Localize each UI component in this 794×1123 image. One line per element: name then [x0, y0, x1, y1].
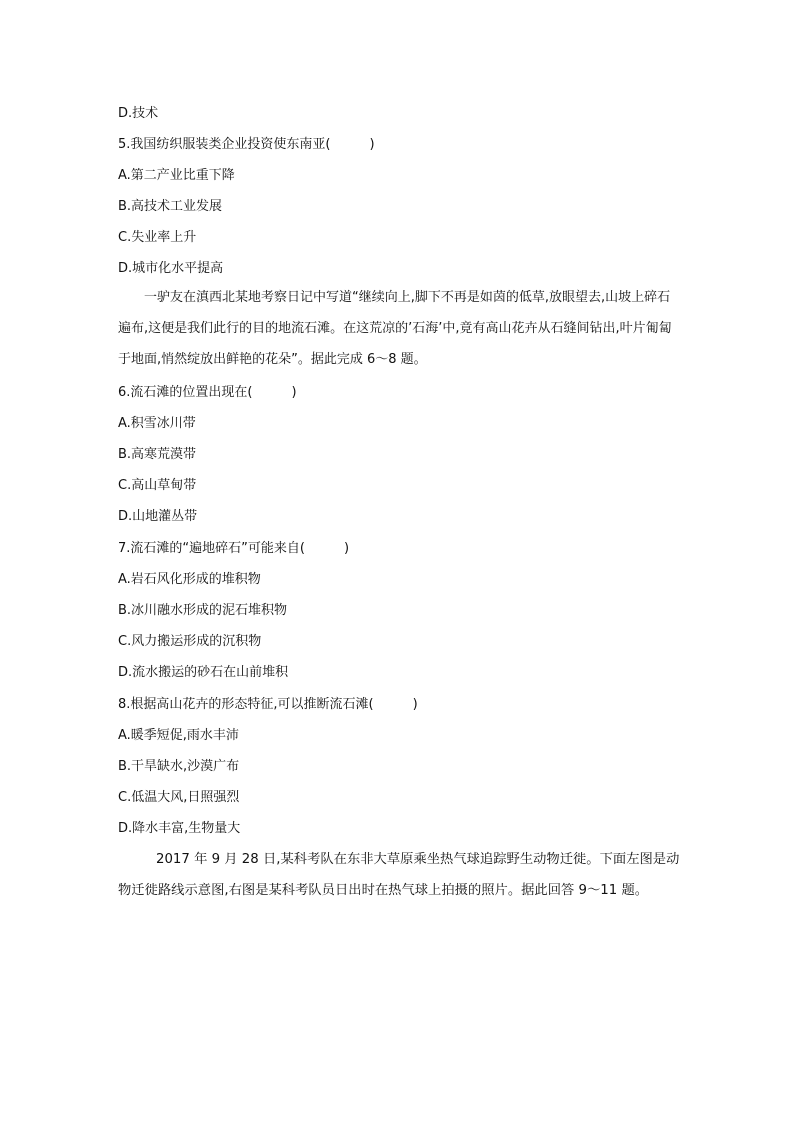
option-5a: A.第二产业比重下降: [118, 168, 235, 183]
question-6: 6.流石滩的位置出现在( ): [118, 385, 297, 400]
question-8: 8.根据高山花卉的形态特征,可以推断流石滩( ): [118, 697, 418, 712]
option-4d: D.技术: [118, 106, 159, 121]
option-6c: C.高山草甸带: [118, 478, 197, 493]
passage-9-11: 2017 年 9 月 28 日,某科考队在东非大草原乘坐热气球追踪野生动物迁徙。下面左图是动物迁徙路线示意图,右图是某科考队员日出时在热气球上拍摄的照片。据此回答 9～11 题。: [118, 852, 680, 898]
option-6a: A.积雪冰川带: [118, 416, 196, 431]
option-5d: D.城市化水平提高: [118, 261, 224, 276]
option-7d: D.流水搬运的砂石在山前堆积: [118, 665, 289, 680]
option-5c: C.失业率上升: [118, 230, 197, 245]
option-6b: B.高寒荒漠带: [118, 447, 197, 462]
option-5b: B.高技术工业发展: [118, 199, 223, 214]
option-8a: A.暖季短促,雨水丰沛: [118, 728, 239, 743]
passage-6-8: 一驴友在滇西北某地考察日记中写道“继续向上,脚下不再是如茵的低草,放眼望去,山坡上碎石遍布,这便是我们此行的目的地流石滩。在这荒凉的’石海’中,竟有高山花卉从石缝间钻出,叶片匍匐于地面,悄然绽放出鲜艳的花朵”。据此完成 6～8 题。: [118, 290, 672, 367]
option-8c: C.低温大风,日照强烈: [118, 790, 240, 805]
option-8b: B.干旱缺水,沙漠广布: [118, 759, 240, 774]
option-6d: D.山地灌丛带: [118, 509, 198, 524]
question-5: 5.我国纺织服装类企业投资使东南亚( ): [118, 137, 375, 152]
option-7a: A.岩石风化形成的堆积物: [118, 572, 261, 587]
option-8d: D.降水丰富,生物量大: [118, 821, 241, 836]
option-7b: B.冰川融水形成的泥石堆积物: [118, 603, 288, 618]
question-7: 7.流石滩的“遍地碎石”可能来自( ): [118, 541, 350, 556]
option-7c: C.风力搬运形成的沉积物: [118, 634, 262, 649]
